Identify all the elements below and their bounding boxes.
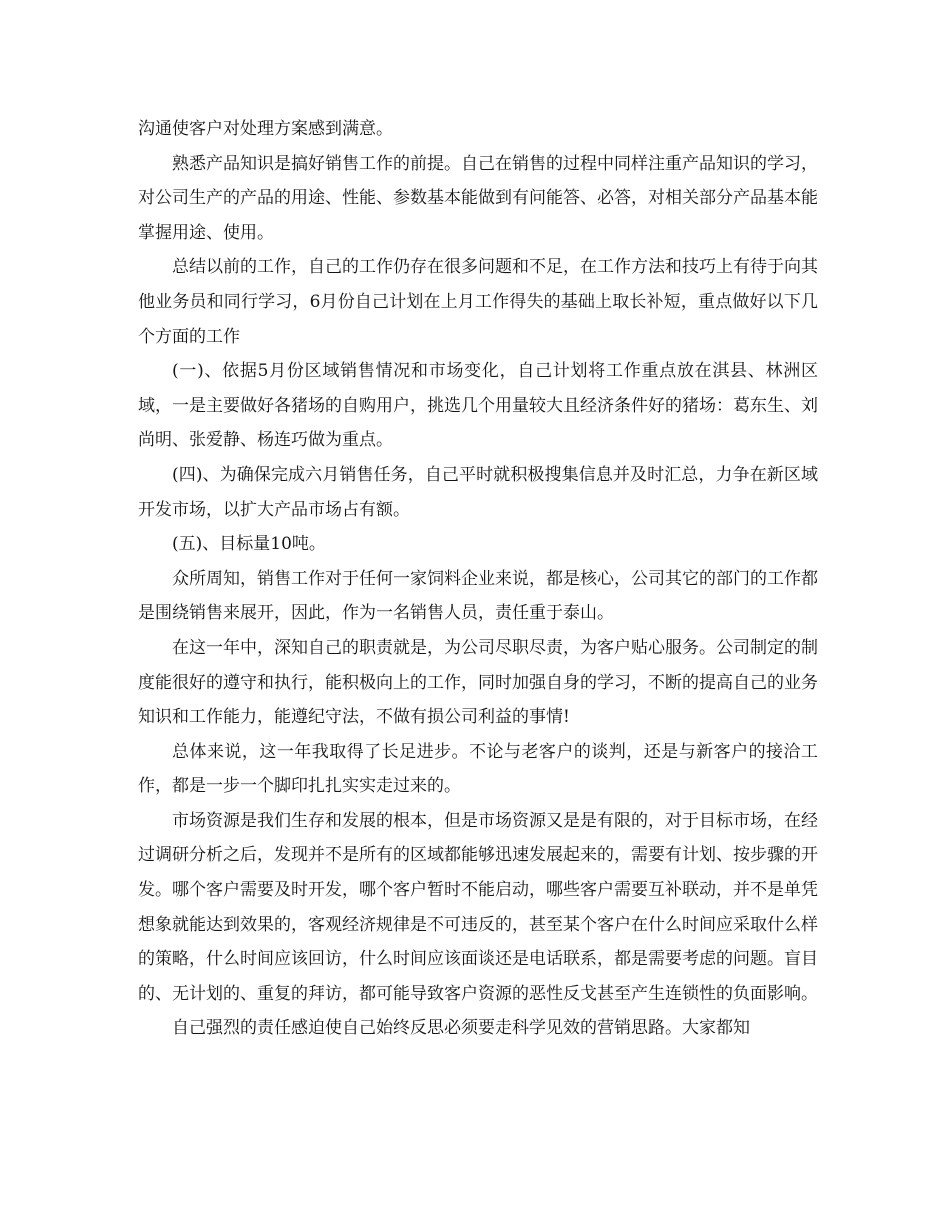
paragraph-marketing-approach: 自己强烈的责任感迫使自己始终反思必须要走科学见效的营销思路。大家都知 xyxy=(172,1018,750,1039)
paragraph-plan-item-5: (五)、目标量10吨。 xyxy=(172,534,326,555)
paragraph-plan-item-1: (一)、依据5月份区域销售情况和市场变化，自己计划将工作重点放在淇县、林洲区域，一是主要做好各猪场的自购用户，挑选几个用量较大且经济条件好的猪场：葛东生、刘尚明、张爱静、杨连巧做为重点。 xyxy=(138,361,818,451)
paragraph-market-resources: 市场资源是我们生存和发展的根本，但是市场资源又是是有限的，对于目标市场，在经过调研分析之后，发现并不是所有的区域都能够迅速发展起来的，需要有计划、按步骤的开发。哪个客户需要及时开发，哪个客户暂时不能启动，哪些客户需要互补联动，并不是单凭想象就能达到效果的，客观经济规律是不可违反的，甚至某个客户在什么时间应采取什么样的策略，什么时间应该回访，什么时间应该面谈还是电话联系，都是需要考虑的问题。盲目的、无计划的、重复的拜访，都可能导致客户资源的恶性反戈甚至产生连锁性的负面影响。 xyxy=(138,810,818,1004)
paragraph-progress: 总体来说，这一年我取得了长足进步。不论与老客户的谈判，还是与新客户的接洽工作，都是一步一个脚印扎扎实实走过来的。 xyxy=(138,741,818,797)
paragraph-sales-core: 众所周知，销售工作对于任何一家饲料企业来说，都是核心，公司其它的部门的工作都是围绕销售来展开，因此，作为一名销售人员，责任重于泰山。 xyxy=(138,568,818,624)
paragraph-product-knowledge: 熟悉产品知识是搞好销售工作的前提。自己在销售的过程中同样注重产品知识的学习，对公司生产的产品的用途、性能、参数基本能做到有问能答、必答，对相关部分产品基本能掌握用途、使用。 xyxy=(138,153,818,243)
paragraph-responsibility: 在这一年中，深知自己的职责就是，为公司尽职尽责，为客户贴心服务。公司制定的制度能很好的遵守和执行，能积极向上的工作，同时加强自身的学习，不断的提高自己的业务知识和工作能力，能遵纪守法，不做有损公司利益的事情! xyxy=(138,637,818,728)
paragraph-work-summary: 总结以前的工作，自己的工作仍存在很多问题和不足，在工作方法和技巧上有待于向其他业务员和同行学习，6月份自己计划在上月工作得失的基础上取长补短，重点做好以下几个方面的工作 xyxy=(138,257,818,347)
paragraph-plan-item-4: (四)、为确保完成六月销售任务，自己平时就积极搜集信息并及时汇总，力争在新区域开发市场，以扩大产品市场占有额。 xyxy=(138,464,818,520)
document-body xyxy=(138,112,818,1046)
paragraph-continuation: 沟通使客户对处理方案感到满意。 xyxy=(138,119,393,139)
